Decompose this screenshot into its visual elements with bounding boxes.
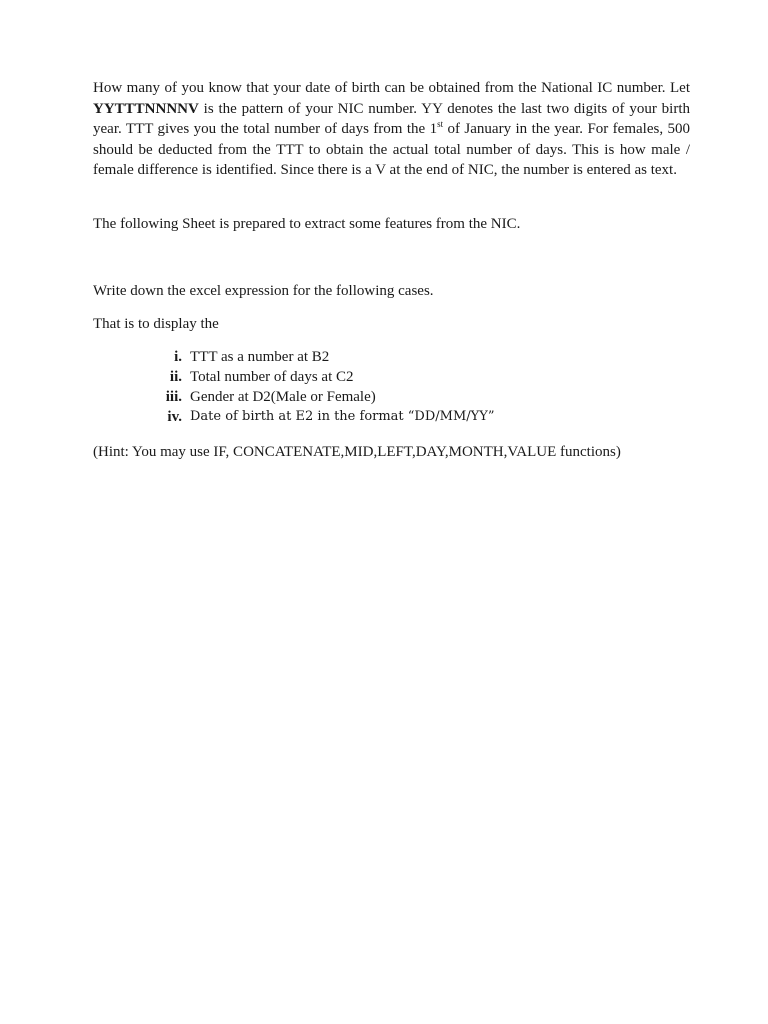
- list-item: [160, 387, 494, 407]
- intro-text-2: is the pattern of your NIC number. YY denotes the last two digits of your birth year. TTT gives you the total number of days from the 1: [93, 100, 690, 138]
- item-number: ii.: [169, 369, 182, 385]
- item-number: iii.: [165, 389, 182, 405]
- item-text: Gender at D2(Male or Female): [190, 389, 376, 405]
- item-text: Total number of days at C2: [190, 369, 354, 385]
- item-number: iv.: [167, 409, 182, 425]
- item-text: Date of birth at E2 in the format “DD/MM/YY”: [190, 409, 495, 424]
- nic-pattern: YYTTTNNNNV: [93, 100, 199, 117]
- sheet-sentence: The following Sheet is prepared to extract some features from the NIC.: [93, 216, 521, 232]
- list-item: [160, 367, 494, 387]
- intro-text-1: How many of you know that your date of birth can be obtained from the National IC number. Let: [93, 80, 690, 96]
- list-item: [160, 347, 494, 367]
- display-sentence: That is to display the: [93, 316, 219, 332]
- item-text: TTT as a number at B2: [190, 349, 330, 365]
- intro-paragraph: [93, 78, 690, 181]
- item-number: i.: [174, 349, 182, 365]
- ordinal-suffix: st: [437, 119, 444, 130]
- list-item: [160, 407, 494, 427]
- hint-sentence: (Hint: You may use IF, CONCATENATE,MID,LEFT,DAY,MONTH,VALUE functions): [93, 444, 621, 460]
- task-list: [160, 347, 494, 427]
- instruction-sentence: Write down the excel expression for the following cases.: [93, 283, 434, 299]
- intro-text-3: of January in the year. For females, 500 should be deducted from the TTT to obtain the actual total number of days. This is how male / female difference is identified. Since there is a V at the end of NIC, the number is entered as text.: [93, 121, 690, 179]
